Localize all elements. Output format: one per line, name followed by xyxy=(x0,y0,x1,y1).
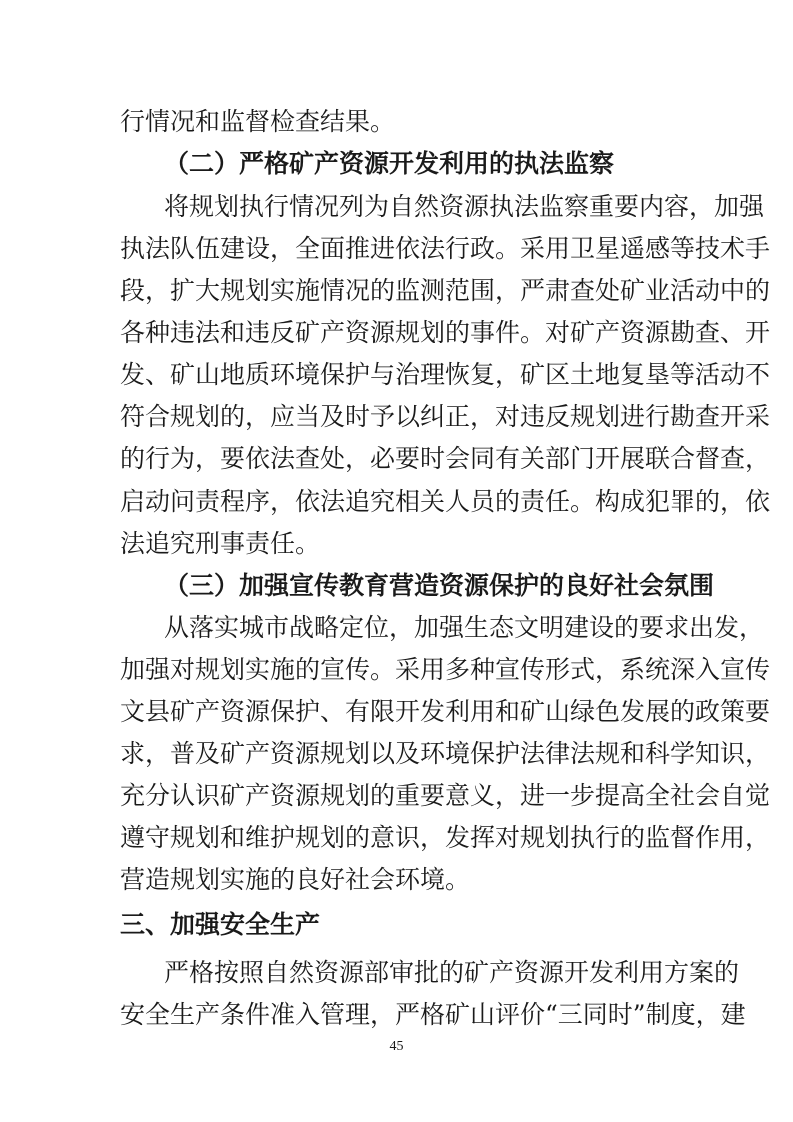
paragraph-line: 从落实城市战略定位，加强生态文明建设的要求出发， xyxy=(164,613,765,642)
paragraph-line: 营造规划实施的良好社会环境。 xyxy=(120,865,471,894)
paragraph-line: 求，普及矿产资源规划以及环境保护法律法规和科学知识， xyxy=(120,739,771,768)
paragraph-line: 文县矿产资源保护、有限开发利用和矿山绿色发展的政策要 xyxy=(120,697,771,726)
paragraph-line: 执法队伍建设，全面推进依法行政。采用卫星遥感等技术手 xyxy=(120,234,771,263)
section-heading: （二）严格矿产资源开发利用的执法监察 xyxy=(164,149,615,178)
page-number: 45 xyxy=(389,1039,404,1054)
paragraph-line: 行情况和监督检查结果。 xyxy=(120,107,396,136)
paragraph-line: 遵守规划和维护规划的意识，发挥对规划执行的监督作用， xyxy=(120,823,771,852)
paragraph-line: 启动问责程序，依法追究相关人员的责任。构成犯罪的，依 xyxy=(120,487,771,516)
paragraph-line: 加强对规划实施的宣传。采用多种宣传形式，系统深入宣传 xyxy=(120,655,771,684)
paragraph-line: 将规划执行情况列为自然资源执法监察重要内容，加强 xyxy=(164,192,765,221)
paragraph-line: 各种违法和违反矿产资源规划的事件。对矿产资源勘查、开 xyxy=(120,318,771,347)
paragraph-line: 发、矿山地质环境保护与治理恢复，矿区土地复垦等活动不 xyxy=(120,360,771,389)
paragraph-line: 段，扩大规划实施情况的监测范围，严肃查处矿业活动中的 xyxy=(120,276,771,305)
paragraph-line: 符合规划的，应当及时予以纠正，对违反规划进行勘查开采 xyxy=(120,402,771,431)
paragraph-line: 法追究刑事责任。 xyxy=(120,529,321,558)
paragraph-line: 严格按照自然资源部审批的矿产资源开发利用方案的 xyxy=(164,958,740,987)
paragraph-line: 的行为，要依法查处，必要时会同有关部门开展联合督查， xyxy=(120,444,771,473)
paragraph-line: 安全生产条件准入管理，严格矿山评价“三同时”制度，建 xyxy=(120,1000,746,1029)
section-heading: （三）加强宣传教育营造资源保护的良好社会氛围 xyxy=(164,571,715,600)
paragraph-line: 充分认识矿产资源规划的重要意义，进一步提高全社会自觉 xyxy=(120,781,771,810)
chapter-heading: 三、加强安全生产 xyxy=(120,910,321,939)
